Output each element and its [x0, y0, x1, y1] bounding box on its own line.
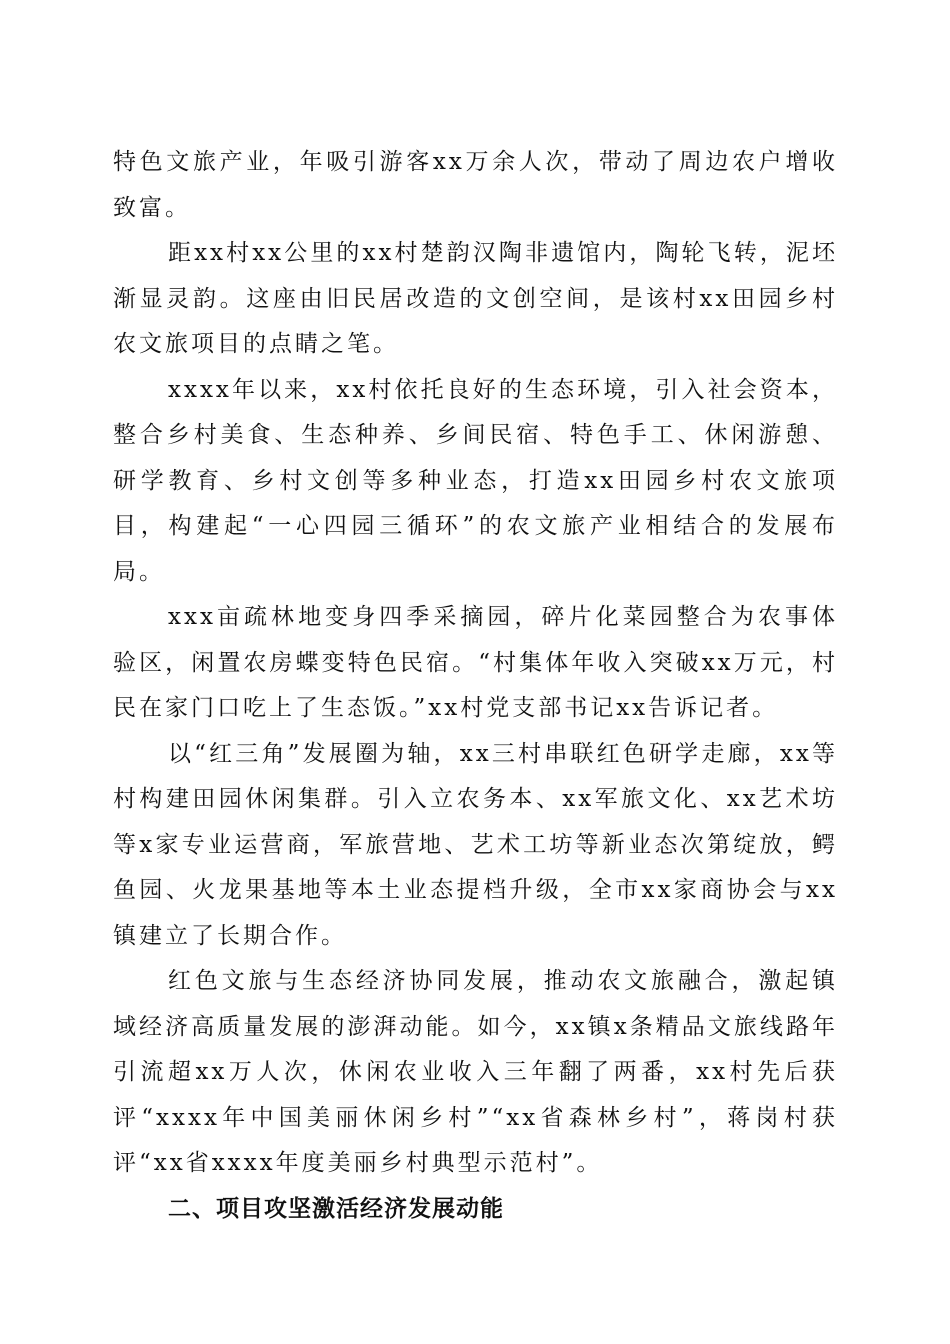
paragraph-6: 红色文旅与生态经济协同发展，推动农文旅融合，激起镇域经济高质量发展的澎湃动能。如今，xx镇x条精品文旅线路年引流超xx万人次，休闲农业收入三年翻了两番，xx村先后获评“xxxx年中国美丽休闲乡村”“xx省森林乡村”，蒋岗村获评“xx省xxxx年度美丽乡村典型示范村”。 [113, 968, 838, 1176]
paragraph-4: xxx亩疏林地变身四季采摘园，碎片化菜园整合为农事体验区，闲置农房蝶变特色民宿。“村集体年收入突破xx万元，村民在家门口吃上了生态饭。”xx村党支部书记xx告诉记者。 [113, 604, 838, 721]
paragraph-3: xxxx年以来，xx村依托良好的生态环境，引入社会资本，整合乡村美食、生态种养、乡间民宿、特色手工、休闲游憩、研学教育、乡村文创等多种业态，打造xx田园乡村农文旅项目，构建起“一心四园三循环”的农文旅产业相结合的发展布局。 [113, 376, 838, 585]
paragraph-2: 距xx村xx公里的xx村楚韵汉陶非遗馆内，陶轮飞转，泥坯渐显灵韵。这座由旧民居改造的文创空间，是该村xx田园乡村农文旅项目的点睛之笔。 [113, 240, 838, 357]
paragraph-1: 特色文旅产业，年吸引游客xx万余人次，带动了周边农户增收致富。 [113, 149, 838, 221]
paragraph-5: 以“红三角”发展圈为轴，xx三村串联红色研学走廊，xx等村构建田园休闲集群。引入立农务本、xx军旅文化、xx艺术坊等x家专业运营商，军旅营地、艺术工坊等新业态次第绽放，鳄鱼园、火龙果基地等本土业态提档升级，全市xx家商协会与xx镇建立了长期合作。 [113, 740, 838, 949]
section-heading: 二、项目攻坚激活经济发展动能 [168, 1195, 504, 1222]
document-body [113, 140, 838, 1232]
